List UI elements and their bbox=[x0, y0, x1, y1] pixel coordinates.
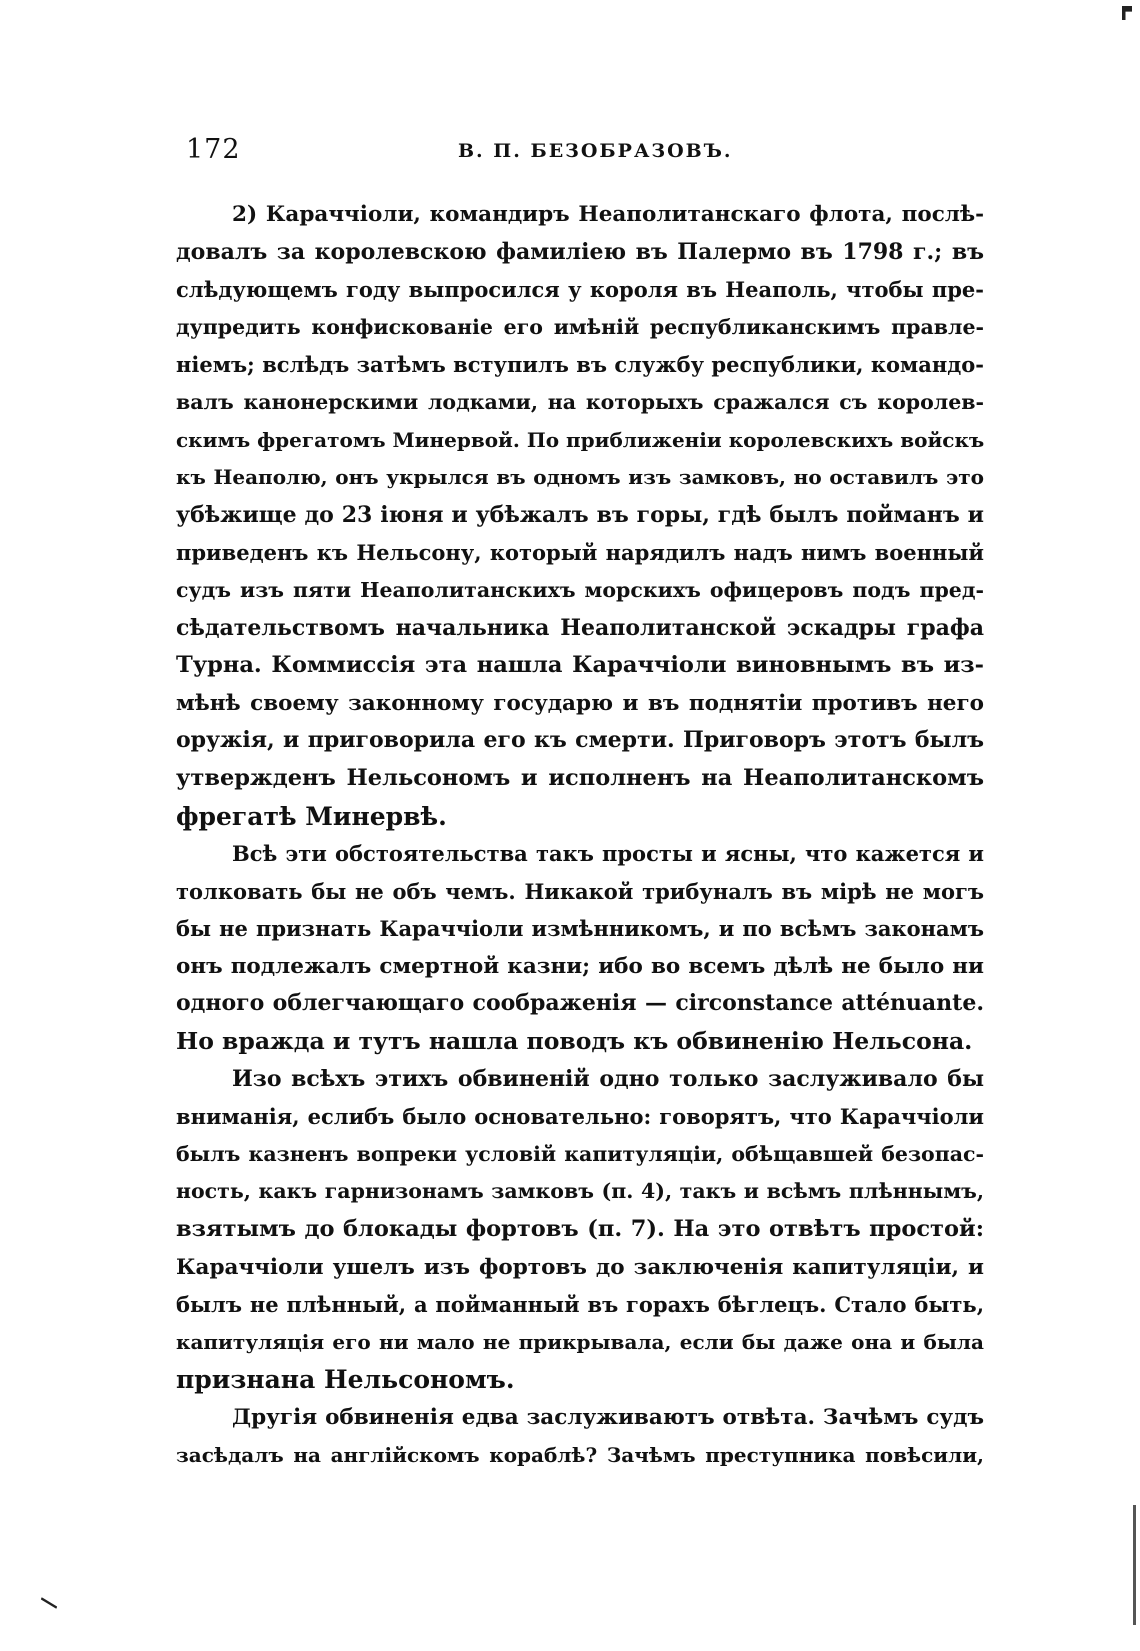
text-line: Но вражда и тутъ нашла поводъ къ обвиненію Нельсона. bbox=[176, 1027, 973, 1056]
text-line: одного облегчающаго соображенія — circonstance atténuante. bbox=[176, 990, 984, 1017]
text-line: 2) Караччіоли, командиръ Неаполитанскаго флота, послѣ- bbox=[232, 202, 984, 227]
text-line: Всѣ эти обстоятельства такъ просты и ясны, что кажется и bbox=[232, 841, 984, 867]
text-line: взятымъ до блокады фортовъ (п. 7). На это отвѣтъ простой: bbox=[176, 1216, 984, 1243]
page-number: 172 bbox=[186, 134, 241, 165]
text-line: мѣнѣ своему законному государю и въ поднятіи противъ него bbox=[176, 690, 984, 716]
page-header bbox=[186, 134, 986, 174]
text-line: Турна. Коммиссія эта нашла Караччіоли виновнымъ въ из- bbox=[176, 652, 984, 679]
text-line: фрегатѣ Минервѣ. bbox=[176, 801, 447, 831]
text-line: къ Неаполю, онъ укрылся въ одномъ изъ замковъ, но оставилъ это bbox=[176, 465, 984, 490]
text-line: скимъ фрегатомъ Минервой. По приближеніи королевскихъ войскъ bbox=[176, 427, 985, 452]
text-line: онъ подлежалъ смертной казни; ибо во всемъ дѣлѣ не было ни bbox=[176, 953, 984, 979]
text-line: капитуляція его ни мало не прикрывала, если бы даже она и была bbox=[176, 1329, 984, 1354]
text-line: дупредить конфискованіе его имѣній республиканскимъ правле- bbox=[176, 314, 984, 339]
text-line: довалъ за королевскою фамиліею въ Палермо въ 1798 г.; въ bbox=[176, 238, 984, 265]
text-line: приведенъ къ Нельсону, который нарядилъ надъ нимъ военный bbox=[176, 540, 984, 566]
text-line: судъ изъ пяти Неаполитанскихъ морскихъ офицеровъ подъ пред- bbox=[176, 577, 984, 602]
text-line: Изо всѣхъ этихъ обвиненій одно только заслуживало бы bbox=[232, 1065, 984, 1092]
scan-artifact-bottom-left bbox=[40, 1597, 59, 1609]
text-line: Караччіоли ушелъ изъ фортовъ до заключенія капитуляціи, и bbox=[176, 1254, 984, 1280]
text-line: оружія, и приговорила его къ смерти. Приговоръ этотъ былъ bbox=[176, 727, 984, 754]
text-line: былъ казненъ вопреки условій капитуляціи, обѣщавшей безопас- bbox=[176, 1141, 984, 1166]
text-line: засѣдалъ на англійскомъ кораблѣ? Зачѣмъ преступника повѣсили, bbox=[176, 1442, 984, 1467]
text-line: ность, какъ гарнизонамъ замковъ (п. 4), такъ и всѣмъ плѣннымъ, bbox=[176, 1179, 984, 1204]
body-text bbox=[176, 196, 984, 1474]
scan-artifact-right-edge bbox=[1133, 1505, 1136, 1625]
text-line: признана Нельсономъ. bbox=[176, 1365, 515, 1395]
text-line: толковать бы не объ чемъ. Никакой трибуналъ въ мірѣ не могъ bbox=[176, 878, 984, 904]
text-line: Другія обвиненія едва заслуживаютъ отвѣта. Зачѣмъ судъ bbox=[232, 1405, 984, 1430]
text-line: ніемъ; вслѣдъ затѣмъ вступилъ въ службу республики, командо- bbox=[176, 352, 984, 378]
text-line: былъ не плѣнный, а пойманный въ горахъ бѣглецъ. Стало быть, bbox=[176, 1292, 984, 1318]
text-line: валъ канонерскими лодками, на которыхъ сражался съ королев- bbox=[176, 389, 984, 414]
text-line: слѣдующемъ году выпросился у короля въ Неаполь, чтобы пре- bbox=[176, 277, 984, 303]
text-line: утвержденъ Нельсономъ и исполненъ на Неаполитанскомъ bbox=[176, 764, 984, 791]
scan-artifact-top-right bbox=[1122, 6, 1132, 20]
text-line: сѣдательствомъ начальника Неаполитанской эскадры графа bbox=[176, 614, 984, 641]
text-line: вниманія, еслибъ было основательно: говорятъ, что Караччіоли bbox=[176, 1104, 984, 1130]
running-head: В. П. БЕЗОБРАЗОВЪ. bbox=[458, 140, 733, 162]
text-line: убѣжище до 23 іюня и убѣжалъ въ горы, гдѣ былъ пойманъ и bbox=[176, 501, 984, 528]
text-line: бы не признать Караччіоли измѣнникомъ, и по всѣмъ законамъ bbox=[176, 916, 984, 942]
